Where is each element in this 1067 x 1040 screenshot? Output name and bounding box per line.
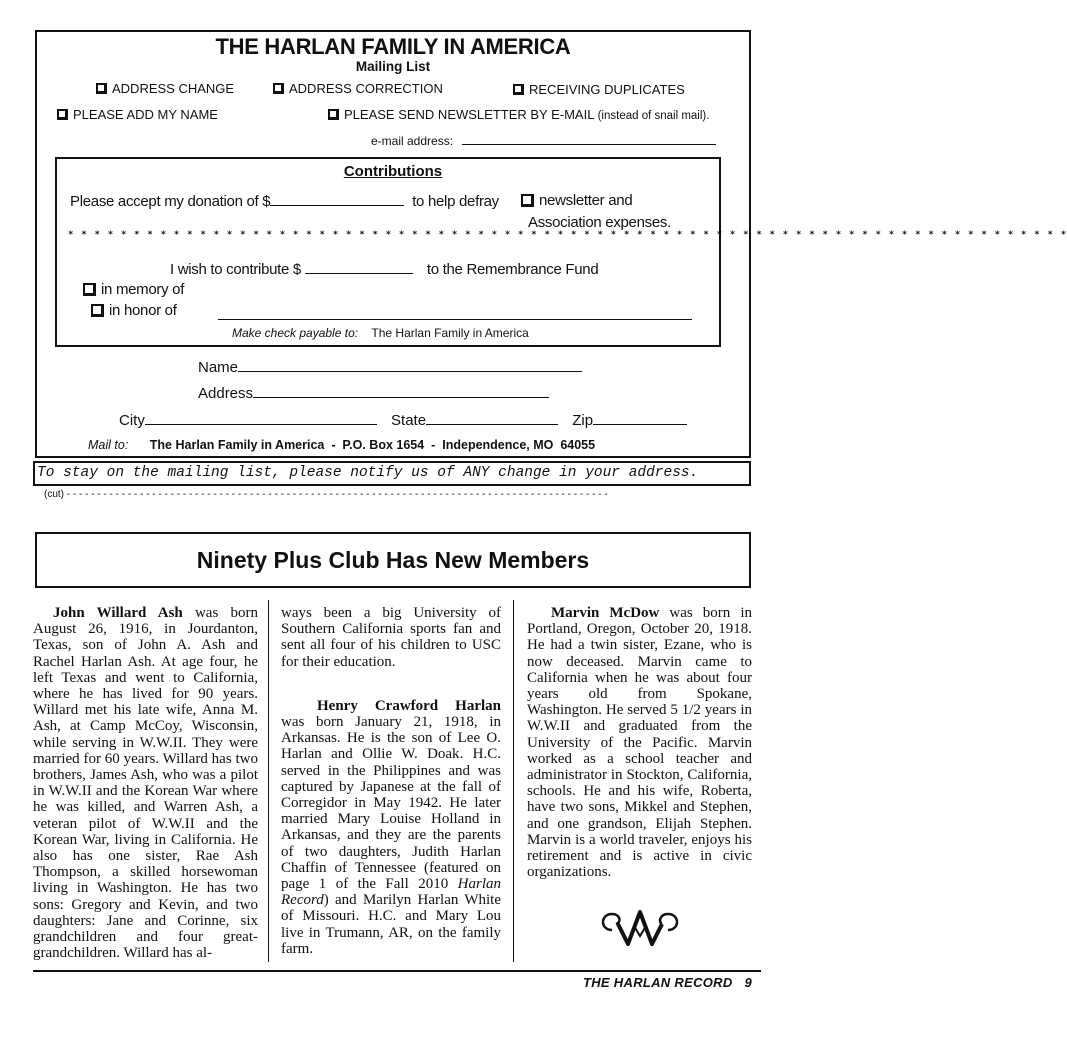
option-add-name[interactable]: PLEASE ADD MY NAME (57, 107, 218, 122)
mail-to-row: Mail to: The Harlan Family in America - P.O. Box 1654 - Independence, MO 64055 (88, 438, 596, 452)
form-title: THE HARLAN FAMILY IN AMERICA (215, 34, 571, 59)
cut-line: (cut) - - - - - - - - - - - - - - - - - - - - - - - - - - - - - - - - - - - - - - - - - - - - - - - - - - - - - - - - - - - - - - - - - - - - - - - - - - - - - - - - - - - - - - - - - (44, 489, 608, 500)
column-2 (281, 605, 501, 957)
email-field[interactable]: e-mail address: (371, 130, 716, 148)
association-expenses: Association expenses. (528, 214, 671, 231)
option-in-honor[interactable]: in honor of (91, 302, 177, 319)
mcdow-paragraph: Marvin McDow was born in Portland, Oregon, October 20, 1918. He had a twin sister, Ezane, who is now deceased. Marvin came to California when he was about four years old from Spokane, Washington. He served 5 1/2 years in W.W.II and graduated from the University of the Pacific. Marvin worked as a school teacher and administrator in Stockton, California, schools. He and his wife, Roberta, have two sons, Mikkel and Stephen, and one grandson, Elijah Stephen. Marvin is a world traveler, enjoys his retirement and is active in civic organizations. (527, 605, 752, 881)
option-receiving-duplicates[interactable]: RECEIVING DUPLICATES (513, 82, 685, 97)
address-input-line[interactable] (253, 383, 549, 398)
city-state-zip-row (119, 410, 687, 429)
honoree-line[interactable] (218, 319, 692, 320)
checkbox-icon[interactable] (57, 109, 68, 120)
column-3 (527, 605, 752, 880)
harlan-paragraph: Henry Crawford Harlan was born January 21, 1918, in Arkansas. He is the son of Lee O. Harlan and Ollie W. Doak. H.C. served in the Philippines and was captured by Japanese at the fall of Corregidor in May 1942. He later married Mary Louise Holland in Arkansas, and they are the parents of two daughters, Judith Harlan Chaffin of Tennessee (featured on page 1 of the Fall 2010 Harlan Record) and Marilyn Harlan White of Missouri. H.C. and Mary Lou live in Trumann, AR, on the family farm. (281, 697, 501, 957)
checkbox-icon[interactable] (273, 83, 284, 94)
option-address-change[interactable]: ADDRESS CHANGE (96, 81, 234, 96)
checkbox-icon[interactable] (521, 194, 534, 207)
footer-rule (33, 970, 761, 972)
contributions-heading: Contributions (343, 163, 443, 180)
payable-row: Make check payable to: The Harlan Family in America (232, 326, 529, 340)
state-input-line[interactable] (426, 410, 558, 425)
name-field[interactable]: Name (198, 357, 582, 376)
city-label: City (119, 412, 145, 429)
ash-continued: ways been a big University of Southern California sports fan and sent all four of his children to USC for their education. (281, 605, 501, 670)
page-footer: THE HARLAN RECORD 9 (583, 975, 752, 990)
state-label: State (391, 412, 427, 429)
option-in-memory[interactable]: in memory of (83, 281, 184, 298)
checkbox-icon[interactable] (96, 83, 107, 94)
star-divider: * * * * * * * * * * * * * * * * * * * * * * * * * * * * * * * * * * * * * * * * * * * * * * * * * * * * * * * * * * * * * * * * * * * * * * * * * * * * (68, 230, 1067, 240)
address-field[interactable]: Address (198, 383, 549, 402)
ornament-flourish-icon (596, 900, 684, 952)
option-address-correction[interactable]: ADDRESS CORRECTION (273, 81, 443, 96)
checkbox-icon[interactable] (91, 304, 104, 317)
zip-input-line[interactable] (593, 410, 687, 425)
checkbox-icon[interactable] (513, 84, 524, 95)
checkbox-icon[interactable] (328, 109, 339, 120)
remembrance-amount-line[interactable] (305, 259, 413, 274)
remembrance-row: I wish to contribute $ to the Remembrance Fund (170, 261, 599, 278)
notify-banner: To stay on the mailing list, please notify us of ANY change in your address. (33, 461, 751, 486)
donation-amount-line[interactable] (270, 191, 404, 206)
checkbox-icon[interactable] (83, 283, 96, 296)
email-input-line[interactable] (462, 130, 716, 145)
option-email-newsletter[interactable]: PLEASE SEND NEWSLETTER BY E-MAIL (instead of snail mail). (328, 107, 709, 122)
zip-label: Zip (572, 412, 594, 429)
ash-paragraph: John Willard Ash was born August 26, 1916, in Jourdanton, Texas, son of John A. Ash and Rachel Harlan Ash. At age four, he left Texas and went to California, where he has lived for 90 years. Willard met his late wife, Anna M. Ash, at Camp McCoy, Wisconsin, while serving in W.W.II. They were married for 60 years. Willard has two brothers, James Ash, who was a pilot in W.W.II and the Korean War where he was killed, and Warren Ash, a veteran pilot of W.W.II and the Korean War, living in California. He also has one sister, Rae Ash Thompson, a skilled horsewoman living in Washington. He has two sons: Gregory and Kevin, and two daughters: Jane and Corinne, six grandchildren and four great-grandchildren. Willard has al- (33, 605, 258, 962)
name-input-line[interactable] (238, 357, 582, 372)
form-subtitle: Mailing List (355, 59, 431, 74)
column-1 (33, 605, 258, 961)
donation-row: Please accept my donation of $ to help defray (70, 193, 499, 210)
option-newsletter-expenses[interactable]: newsletter and (521, 192, 632, 209)
column-divider (268, 600, 269, 962)
column-divider (513, 600, 514, 962)
city-input-line[interactable] (145, 410, 377, 425)
article-heading: Ninety Plus Club Has New Members (35, 532, 751, 588)
